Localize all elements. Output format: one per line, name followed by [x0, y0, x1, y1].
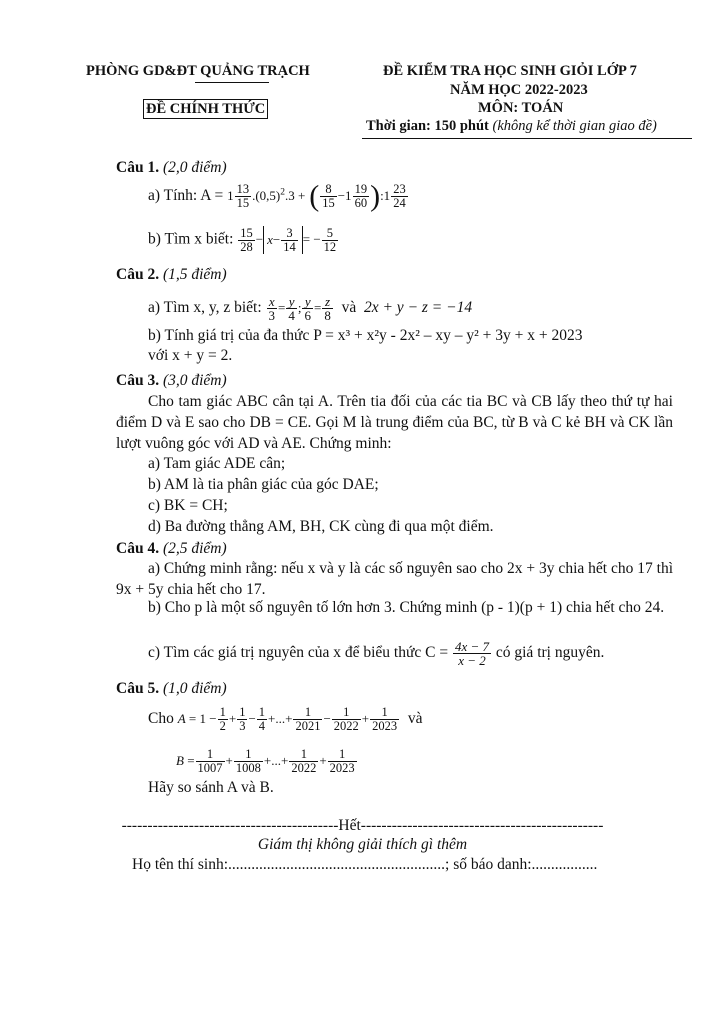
question-2a: a) Tìm x, y, z biết: $\frac{x}{3}$ = $\frac{y}{4}$ ; $\frac{y}{6}$ = $\frac{z}{8}$ và 2x + y − z = −14: [148, 294, 473, 323]
question-3a: a) Tam giác ADE cân;: [148, 455, 286, 472]
question-3d: d) Ba đường thẳng AM, BH, CK cùng đi qua một điểm.: [148, 518, 494, 535]
header-rule: [362, 138, 692, 139]
exam-title: ĐỀ KIỂM TRA HỌC SINH GIỎI LỚP 7: [383, 63, 637, 79]
question-2b-condition: với x + y = 2.: [148, 347, 233, 364]
question-1a: a) Tính: A = 1 $\frac{13}{15}$ $.(0,5)^2.3$ + ( $\frac{8}{15}$ −1 $\frac{19}{60}$ ):1 $\frac{23}{24}$: [148, 179, 406, 213]
question-2-heading: Câu 2. (1,5 điểm): [116, 266, 227, 283]
time-allowed: Thời gian: 150 phút (không kể thời gian giao đề): [366, 118, 657, 134]
school-year: NĂM HỌC 2022-2023: [450, 82, 588, 98]
question-4b: b) Cho p là một số nguyên tố lớn hơn 3. Chứng minh (p - 1)(p + 1) chia hết cho 24.: [148, 599, 665, 616]
question-1-heading: Câu 1. (2,0 điểm): [116, 159, 227, 176]
official-stamp: ĐỀ CHÍNH THỨC: [143, 99, 268, 119]
question-3c: c) BK = CH;: [148, 497, 228, 514]
subject: MÔN: TOÁN: [478, 100, 564, 116]
header-divider: [195, 82, 269, 83]
question-1b: b) Tìm x biết: $\frac{15}{28}$ − x− $\frac{3}{14}$ = − $\frac{5}{12}$: [148, 225, 337, 254]
question-3-intro: Cho tam giác ABC cân tại A. Trên tia đối của các tia BC và CB lấy theo thứ tự hai điểm D và E sao cho DB = CE. Gọi M là trung điểm của BC, từ B và C kẻ BH và CK lần lượt vuông góc với AD và AE. Chứng minh:: [116, 393, 673, 452]
question-3-heading: Câu 3. (3,0 điểm): [116, 372, 227, 389]
question-5-compare: Hãy so sánh A và B.: [148, 779, 274, 796]
question-5-expression-a: Cho A = 1 − $\frac{1}{2}$ + $\frac{1}{3}$ − $\frac{1}{4}$ +...+ $\frac{1}{2021}$ − $\frac{1}{2022}$ + $\frac{1}{2023}$ và: [148, 705, 423, 733]
question-5-heading: Câu 5. (1,0 điểm): [116, 680, 227, 697]
question-4c: c) Tìm các giá trị nguyên của x để biểu thức C = $\frac{4x - 7}{x - 2}$ có giá trị nguyên.: [148, 639, 605, 668]
question-4a: a) Chứng minh rằng: nếu x và y là các số nguyên sao cho 2x + 3y chia hết cho 17 thì 9x + 5y chia hết cho 17.: [116, 560, 673, 598]
department-name: PHÒNG GD&ĐT QUẢNG TRẠCH: [86, 63, 310, 79]
question-4-heading: Câu 4. (2,5 điểm): [116, 540, 227, 557]
proctor-note: Giám thị không giải thích gì thêm: [257, 836, 468, 853]
question-3b: b) AM là tia phân giác của góc DAE;: [148, 476, 379, 493]
question-5-expression-b: B = $\frac{1}{1007}$ + $\frac{1}{1008}$ +...+ $\frac{1}{2022}$ + $\frac{1}{2023}$: [176, 747, 355, 775]
question-2b: b) Tính giá trị của đa thức P = x³ + x²y - 2x² – xy – y² + 3y + x + 2023: [148, 327, 583, 344]
end-line: ------------------------------------------Hết-----------------------------------------------: [121, 817, 604, 834]
candidate-info-line: Họ tên thí sinh:........................................................; số báo danh:.................: [132, 856, 598, 873]
